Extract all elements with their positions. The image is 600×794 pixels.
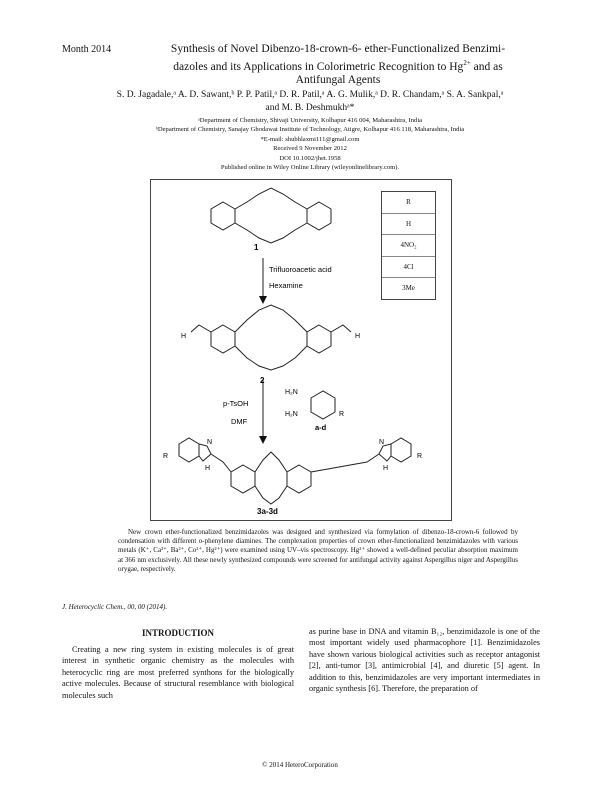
section-heading: INTRODUCTION xyxy=(141,628,214,638)
reagent-ptsoh: p-TsOH xyxy=(223,399,249,408)
diamine-structure xyxy=(311,391,335,419)
article-title xyxy=(128,43,548,87)
product-n-left: N xyxy=(207,439,213,446)
reagent-dmf: DMF xyxy=(231,417,248,426)
email[interactable]: *E-mail: shubhlaxmi111@gmail.com xyxy=(260,135,360,143)
affiliations xyxy=(70,116,550,172)
compound-3-label: 3a-3d xyxy=(257,507,278,516)
affiliation-b: ᵇDepartment of Chemistry, Sanajay Ghodawat Institute of Technology, Atigre, Kolhapur 416 118, Maharashtra, India xyxy=(155,126,465,134)
reagent-tfa: Trifluoroacetic acid xyxy=(269,265,332,274)
author-line-1: S. D. Jagadale,ᵃ A. D. Sawant,ᵇ P. P. Patil,ᵃ D. R. Patil,ᵃ A. G. Mulik,ᵃ D. R. Chandam,ᵃ S. A. Sankpal,ᵃ xyxy=(116,90,504,100)
title-line-2-end: and as xyxy=(470,60,503,73)
copyright-footer: © 2014 HeteroCorporation xyxy=(262,761,338,769)
abstract: New crown ether-functionalized benzimidazoles was designed and synthesized via formylation of dibenzo-18-crown-6 followed by condensation with different o-phenylene diamines. The complexation properties of crown ether-functionalized benzimidazoles with various metals (K⁺, Ca²⁺, Ba²⁺, Co²⁺, Hg²⁺) were examined using UV–vis spectroscopy. Hg²⁺ showed a well-defined peculiar absorption maximum at 366 nm exclusively. All these newly synthesized compounds were screened for antifungal activity against Aspergillus niger and Aspergillus orygae, respectively. xyxy=(118,528,518,573)
title-superscript: 2+ xyxy=(463,58,471,67)
compound-2-label: 2 xyxy=(260,376,265,385)
r-table-cell: H xyxy=(382,214,435,236)
r-table-cell: 4Cl xyxy=(382,257,435,279)
r-table-header: R xyxy=(382,192,435,214)
body-column-2: as purine base in DNA and vitamin B₁₂, benzimidazole is one of the most important widely used pharmacophore [1]. Benzimidazoles have shown various biological activities such as receptor antagonist [2], anti-tumor [3], antimicrobial [4], and diuretic [5] agent. In addition to this, benzimidazoles are very important intermediates in organic synthesis [6]. Therefore, the preparation of xyxy=(309,627,540,694)
compound-1-label: 1 xyxy=(254,243,259,252)
body-column-1: Creating a new ring system in existing molecules is of great interest in synthetic organic chemistry as the molecules with heterocyclic ring are most preferred synthons for the biologically active molecules. Because of structural resemblance with biological molecules such xyxy=(62,645,294,700)
product-r-left: R xyxy=(163,453,169,460)
author-line-2: and M. B. Deshmukhᵃ* xyxy=(265,103,355,113)
r-table-cell: 4NO₂ xyxy=(382,235,435,257)
received-date: Received 9 November 2012 xyxy=(273,145,347,153)
issue-month: Month 2014 xyxy=(62,44,112,55)
diamine-r-label: R xyxy=(339,411,345,418)
nh2-label-2: H₂N xyxy=(285,411,298,418)
product-n-right: N xyxy=(379,439,385,446)
product-nh-left: H xyxy=(205,465,211,472)
compound-3-structure xyxy=(179,438,411,504)
title-line-1: Synthesis of Novel Dibenzo-18-crown-6- ether-Functionalized Benzimi- xyxy=(170,43,506,55)
author-list xyxy=(70,89,550,115)
product-r-right: R xyxy=(417,453,423,460)
reagent-hexamine: Hexamine xyxy=(269,281,303,290)
compound-2-structure xyxy=(191,305,351,370)
title-line-2: dazoles and its Applications in Colorimetric Recognition to Hg xyxy=(173,60,464,73)
r-table-cell: 3Me xyxy=(402,284,415,292)
journal-citation: J. Heterocyclic Chem., 00, 00 (2014). xyxy=(62,603,168,611)
doi[interactable]: DOI 10.1002/jhet.1958 xyxy=(279,154,341,162)
substituent-table xyxy=(381,191,436,300)
aldehyde-h-right: H xyxy=(355,333,361,340)
product-nh-right: H xyxy=(383,465,389,472)
affiliation-a: ᵃDepartment of Chemistry, Shivaji University, Kolhapur 416 004, Maharashtra, India xyxy=(197,117,423,124)
diamine-label: a-d xyxy=(315,423,327,432)
title-line-3: Antifungal Agents xyxy=(295,73,381,86)
nh2-label-1: H₂N xyxy=(285,389,298,396)
published-online: Published online in Wiley Online Library (wileyonlinelibrary.com). xyxy=(220,164,400,172)
compound-1-structure xyxy=(211,188,331,243)
aldehyde-h-left: H xyxy=(181,333,187,340)
